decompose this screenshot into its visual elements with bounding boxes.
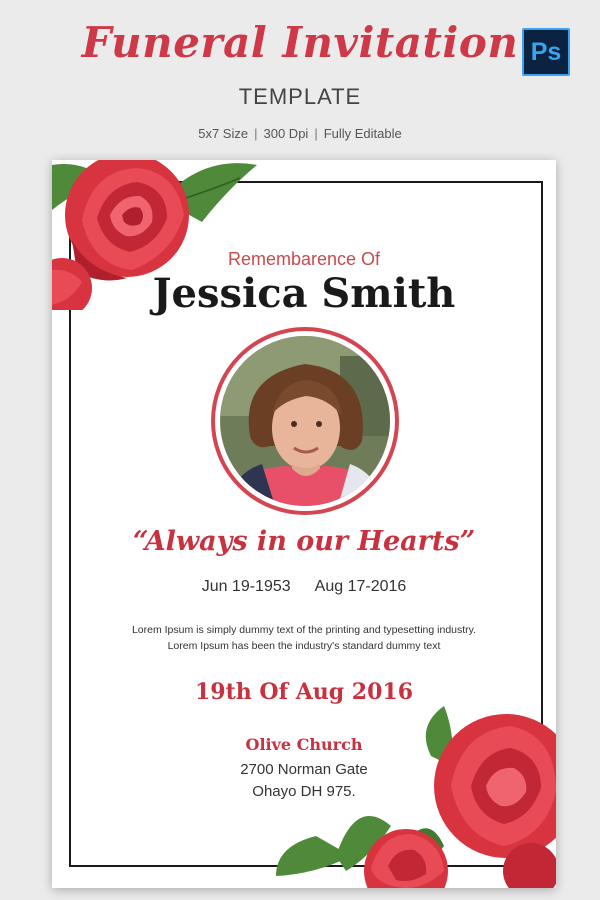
description-line: Lorem Ipsum is simply dummy text of the printing and typesetting industry. [131,624,477,636]
description-line: Lorem Ipsum has been the industry's standard dummy text [167,640,441,652]
deceased-name: Jessica Smith [152,270,456,317]
death-date: Aug 17-2016 [314,578,407,595]
portrait-photo [211,327,399,515]
spec-separator: | [254,126,258,141]
header-subtitle: TEMPLATE [238,84,362,109]
spec-editable: Fully Editable [323,126,402,141]
birth-date: Jun 19-1953 [201,578,291,595]
service-date: 19th Of Aug 2016 [194,679,414,705]
address-line: 2700 Norman Gate [240,761,368,778]
spec-size: 5x7 Size [198,126,249,141]
spec-separator: | [314,126,318,141]
spec-dpi: 300 Dpi [263,126,309,141]
remembrance-label: Remembarence Of [227,249,381,269]
header-specs [0,126,600,141]
header-title: Funeral Invitation [81,18,519,67]
venue-name: Olive Church [245,735,363,754]
memorial-quote: “Always in our Hearts” [132,526,476,557]
address-line: Ohayo DH 975. [252,783,356,800]
description-text [52,622,556,654]
life-dates [52,578,556,596]
invitation-card [52,160,556,888]
photoshop-icon: Ps [522,28,570,76]
